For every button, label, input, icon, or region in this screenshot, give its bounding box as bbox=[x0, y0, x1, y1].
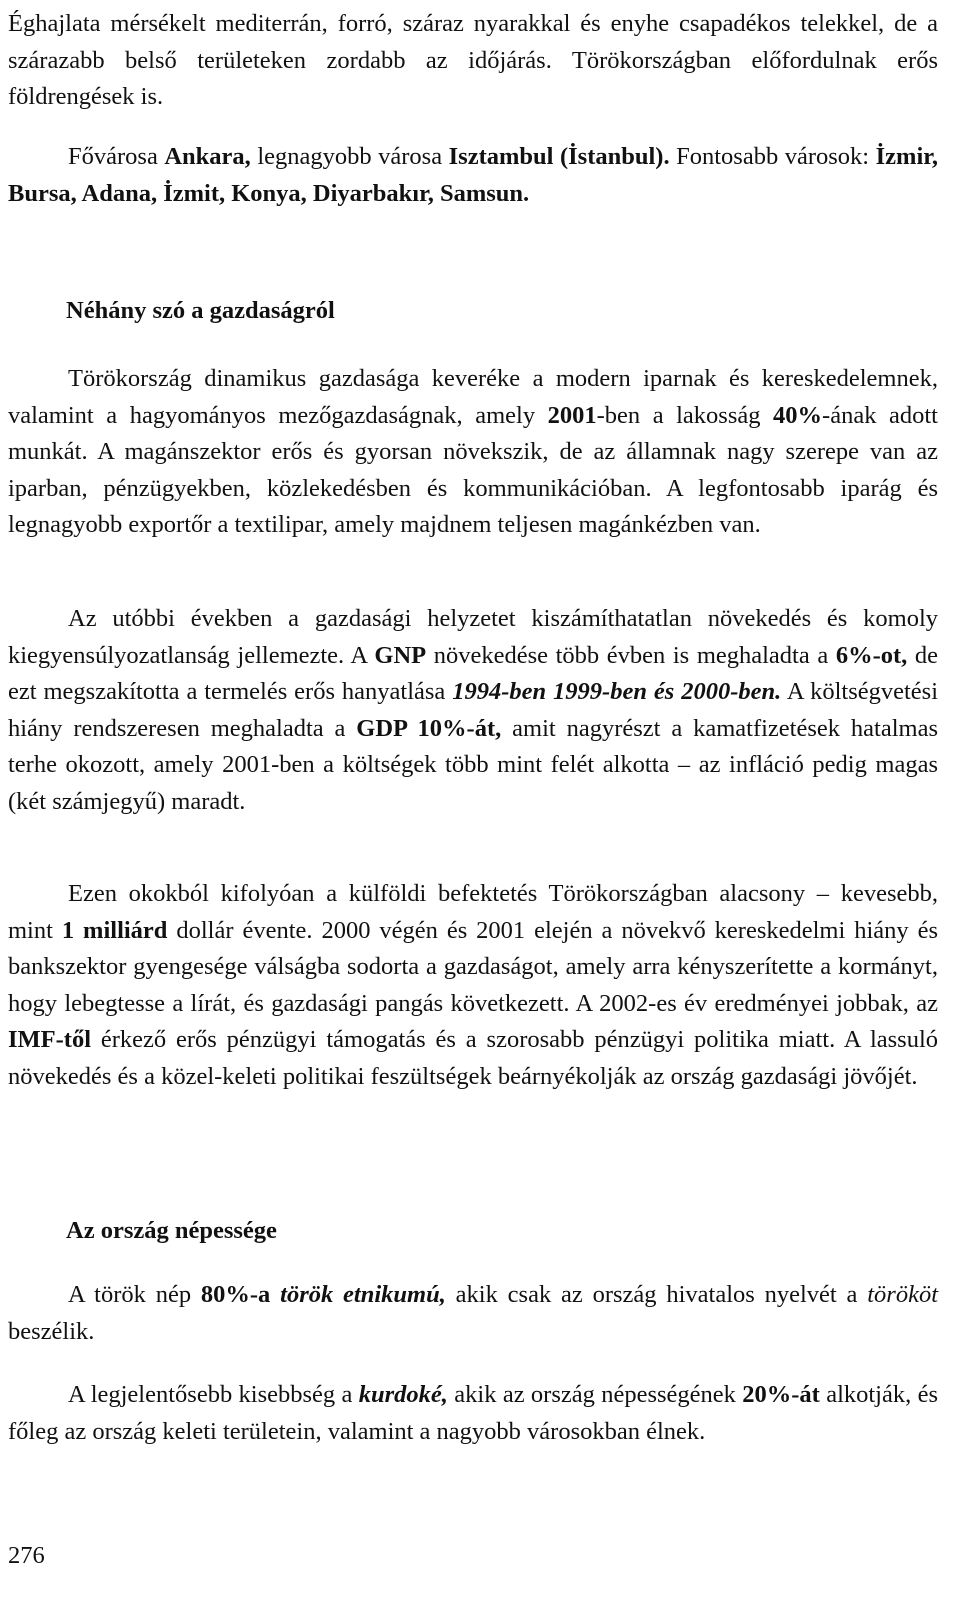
page-number: 276 bbox=[8, 1542, 45, 1569]
investment-amount: 1 milliárd bbox=[61, 916, 168, 944]
paragraph-economy-3 bbox=[8, 876, 938, 1096]
gnp-term: GNP bbox=[374, 641, 427, 669]
heading-economy: Néhány szó a gazdaságról bbox=[66, 297, 335, 324]
text bbox=[270, 1281, 280, 1308]
text: Ezen okokból kifolyóan a külföldi befektetés Törökországban alacsony – kevesebb, mint bbox=[8, 880, 938, 944]
heading-population: Az ország népessége bbox=[66, 1217, 277, 1244]
minority-name: kurdoké, bbox=[358, 1381, 448, 1408]
paragraph-climate: Éghajlata mérsékelt mediterrán, forró, száraz nyarakkal és enyhe csapadékos telekkel, de a szárazabb belső területeken zordabb az időjárás. Törökországban előfordulnak erős földrengések is. bbox=[8, 10, 938, 111]
paragraph-economy-2 bbox=[8, 601, 938, 821]
text: dollár évente. 2000 végén és 2001 elején a növekvő kereskedelmi hiány és bankszektor gyengesége válságba sodorta a gazdaságot, amely arra kényszerítette a kormányt, hogy lebegtesse a lírát, és gazdasági pangás következett. A 2002-es év eredményei jobbak, az bbox=[8, 916, 938, 1017]
text: A költségvetési hiány rendszeresen meghaladta a bbox=[8, 678, 938, 742]
ethnicity: török etnikumú, bbox=[280, 1281, 446, 1308]
text: növekedése több évben is meghaladta a bbox=[426, 641, 836, 669]
text: legnagyobb városa bbox=[250, 143, 449, 170]
text: de ezt megszakította a termelés erős hanyatlása bbox=[8, 641, 939, 706]
paragraph-population-2 bbox=[8, 1377, 938, 1450]
paragraph-economy-1 bbox=[8, 361, 938, 544]
text: Fővárosa bbox=[68, 143, 165, 170]
paragraph-cities bbox=[8, 139, 938, 212]
cities-list: İzmir, Bursa, Adana, İzmit, Konya, Diyarbakır, Samsun. bbox=[8, 143, 938, 207]
paragraph-population-1 bbox=[8, 1277, 938, 1350]
text: A legjelentősebb kisebbség a bbox=[68, 1381, 359, 1408]
text: Az utóbbi években a gazdasági helyzetet kiszámíthatatlan növekedés és komoly kiegyensúlyozatlanság jellemezte. A bbox=[8, 605, 938, 669]
text: akik az ország népességének bbox=[447, 1381, 743, 1408]
text: A török nép bbox=[68, 1281, 201, 1308]
gdp-deficit: GDP 10%-át, bbox=[356, 714, 502, 742]
text: alkotják, és főleg az ország keleti területein, valamint a nagyobb városokban élnek. bbox=[8, 1381, 939, 1445]
largest-city-name: Isztambul (İstanbul). bbox=[448, 143, 670, 170]
text: amit nagyrészt a kamatfizetések hatalmas terhe okozott, amely 2001-ben a költségek több mint felét alkotta – az infláció pedig magas (két számjegyű) maradt. bbox=[8, 714, 938, 815]
text: -ának adott munkát. A magánszektor erős és gyorsan növekszik, de az államnak nagy szerepe van az iparban, pénzügyekben, közlekedésben és kommunikációban. A legfontosabb iparág és legnagyobb exportőr a textilipar, amely majdnem teljesen magánkézben van. bbox=[8, 401, 938, 539]
capital-name: Ankara, bbox=[164, 143, 251, 170]
text: Fontosabb városok: bbox=[669, 143, 876, 170]
text: akik csak az ország hivatalos nyelvét a bbox=[445, 1281, 868, 1308]
text: Törökország dinamikus gazdasága keveréke a modern iparnak és kereskedelemnek, valamint a hagyományos mezőgazdaságnak, amely bbox=[8, 365, 938, 429]
text: -ben a lakosság bbox=[596, 401, 774, 429]
percent-40: 40% bbox=[773, 401, 823, 429]
decline-years: 1994-ben 1999-ben és 2000-ben. bbox=[452, 678, 782, 706]
percent-20: 20%-át bbox=[742, 1381, 820, 1408]
text: beszélik. bbox=[8, 1317, 95, 1345]
year-2001: 2001 bbox=[547, 401, 597, 429]
percent-80: 80%-a bbox=[200, 1281, 271, 1308]
language-name: törököt bbox=[867, 1281, 939, 1308]
growth-rate: 6%-ot, bbox=[835, 641, 908, 669]
text: érkező erős pénzügyi támogatás és a szorosabb pénzügyi politika miatt. A lassuló növekedés és a közel-keleti politikai feszültségek beárnyékolják az ország gazdasági jövőjét. bbox=[8, 1026, 938, 1090]
imf-term: IMF-től bbox=[8, 1026, 91, 1054]
